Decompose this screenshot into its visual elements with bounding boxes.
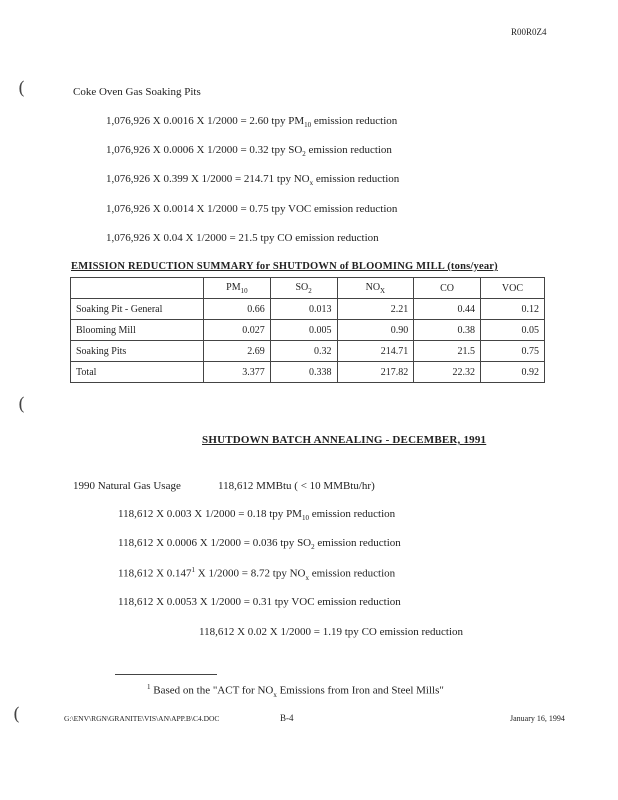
equation-unit: tpy [268,144,289,156]
footnote-text-tail: Emissions from Iron and Steel Mills" [276,684,444,697]
cell-voc: 0.05 [480,320,544,341]
equation-unit: tpy [342,626,362,638]
cell-pm10: 0.027 [204,320,271,341]
equation-lhs: 118,612 X 0.02 X 1/2000 = [199,626,323,638]
emission-equation [118,596,401,608]
cell-co: 0.38 [414,320,481,341]
equation-tail: emission reduction [305,144,392,156]
document-id: R00R0Z4 [511,27,547,37]
emission-equation [106,173,399,187]
cell-co: 0.44 [414,299,481,320]
equation-footnote-ref: 1 [191,566,196,574]
col-sub: X [380,286,386,295]
equation-pollutant-sub: 10 [301,514,309,523]
equation-tail: emission reduction [311,115,398,127]
equation-pollutant: NO [289,567,306,580]
equation-tail: emission reduction [308,508,396,520]
emission-equation [118,508,395,522]
equation-lhs-rest: X 1/2000 = [195,567,251,580]
cell-so2: 0.32 [270,341,337,362]
equation-tail: emission reduction [314,537,401,549]
equation-unit: tpy [268,115,289,127]
table-header-row [71,278,545,299]
cell-nox: 0.90 [337,320,414,341]
equation-unit: tpy [268,203,289,215]
equation-pollutant: CO [361,626,377,638]
cell-nox: 214.71 [337,341,414,362]
table-row [71,341,545,362]
footnote-rule [115,674,217,675]
equation-pollutant-sub: x [305,573,309,582]
equation-tail: emission reduction [314,596,401,608]
row-label: Soaking Pits [71,341,204,362]
table-row [71,362,545,383]
equation-value: 0.036 [252,537,278,549]
cell-voc: 0.12 [480,299,544,320]
section-title: SHUTDOWN BATCH ANNEALING - DECEMBER, 1991 [202,434,487,446]
equation-pollutant: PM [288,115,305,127]
column-header-co [414,278,481,299]
equation-value: 1.19 [322,626,342,638]
equation-pollutant: CO [277,232,293,244]
col-sub: 2 [308,286,312,295]
footnote-text: Based on the "ACT for NO [153,684,274,697]
footnote-marker: 1 [147,683,151,691]
equation-value: 0.75 [249,203,269,215]
col-label: CO [440,282,455,294]
emission-summary-table [70,277,545,383]
emission-equation [106,144,392,158]
summary-title: EMISSION REDUCTION SUMMARY for SHUTDOWN of BLOOMING MILL (tons/year) [71,261,498,272]
column-header-voc [480,278,544,299]
equation-lhs: 118,612 X 0.0053 X 1/2000 = [118,596,253,608]
equation-value: 8.72 [250,567,271,580]
section-title: Coke Oven Gas Soaking Pits [73,86,201,98]
equation-pollutant: PM [286,508,302,520]
equation-unit: tpy [266,508,287,520]
equation-tail: emission reduction [292,232,379,244]
cell-voc: 0.92 [480,362,544,383]
equation-value: 0.18 [247,508,267,520]
equation-pollutant-sub: 2 [311,543,315,552]
emission-equation [199,626,463,638]
equation-tail: emission reduction [376,626,463,638]
row-label: Blooming Mill [71,320,204,341]
margin-mark: ( [18,394,26,415]
equation-pollutant: SO [288,144,303,156]
table-row [71,320,545,341]
equation-value: 214.71 [243,173,275,185]
page-number: B-4 [280,713,294,723]
margin-mark: ( [18,78,26,99]
equation-pollutant: SO [297,537,312,549]
equation-value: 2.60 [249,115,269,127]
equation-tail: emission reduction [313,173,400,185]
cell-pm10: 0.66 [204,299,271,320]
column-header-pm10 [204,278,271,299]
equation-pollutant-sub: 10 [304,121,312,130]
emission-equation [106,203,397,215]
column-header-nox [337,278,414,299]
col-label: NO [365,281,381,293]
col-sub: 10 [240,286,248,295]
cell-so2: 0.013 [270,299,337,320]
equation-lhs: 118,612 X 0.0006 X 1/2000 = [118,537,253,549]
cell-nox: 2.21 [337,299,414,320]
footer-date: January 16, 1994 [510,714,565,723]
emission-equation [106,232,379,244]
cell-nox: 217.82 [337,362,414,383]
cell-voc: 0.75 [480,341,544,362]
cell-so2: 0.338 [270,362,337,383]
footer-path: G:\ENV\RGN\GRANITE\VIS\AN\APP.B\C4.DOC [64,714,220,723]
equation-lhs: 1,076,926 X 0.0016 X 1/2000 = [106,115,250,127]
cell-co: 21.5 [414,341,481,362]
cell-so2: 0.005 [270,320,337,341]
equation-lhs: 1,076,926 X 0.0006 X 1/2000 = [106,144,250,156]
cell-pm10: 3.377 [204,362,271,383]
equation-pollutant: VOC [291,596,315,608]
equation-pollutant: VOC [288,203,312,215]
table-row [71,299,545,320]
margin-mark: ( [13,704,21,725]
col-label: SO [295,281,309,293]
footnote-text-sub: x [273,690,277,699]
equation-lhs: 1,076,926 X 0.0014 X 1/2000 = [106,203,250,215]
emission-equation [118,566,395,582]
equation-unit: tpy [272,596,292,608]
col-label: PM [226,281,241,293]
equation-lhs: 118,612 X 0.003 X 1/2000 = [118,508,248,520]
equation-value: 0.31 [252,596,272,608]
equation-lhs: 1,076,926 X 0.04 X 1/2000 = [106,232,239,244]
emission-equation [118,537,401,551]
equation-unit: tpy [277,537,298,549]
equation-tail: emission reduction [308,567,396,580]
equation-value: 21.5 [238,232,258,244]
cell-pm10: 2.69 [204,341,271,362]
equation-pollutant: NO [293,173,310,185]
column-header-so2 [270,278,337,299]
equation-lhs: 118,612 X 0.147 [118,567,192,580]
footnote [147,683,444,699]
column-header-source [71,278,204,299]
row-label: Soaking Pit - General [71,299,204,320]
equation-tail: emission reduction [311,203,398,215]
equation-pollutant-sub: 2 [302,150,306,159]
equation-unit: tpy [274,173,294,185]
emission-equation [106,115,397,129]
equation-unit: tpy [257,232,278,244]
cell-co: 22.32 [414,362,481,383]
gas-usage-value: 118,612 MMBtu ( < 10 MMBtu/hr) [218,480,375,492]
row-label: Total [71,362,204,383]
equation-unit: tpy [270,567,290,580]
equation-lhs: 1,076,926 X 0.399 X 1/2000 = [106,173,244,185]
equation-value: 0.32 [249,144,269,156]
gas-usage-label: 1990 Natural Gas Usage [73,480,181,492]
equation-pollutant-sub: x [309,179,314,188]
col-label: VOC [501,282,524,294]
